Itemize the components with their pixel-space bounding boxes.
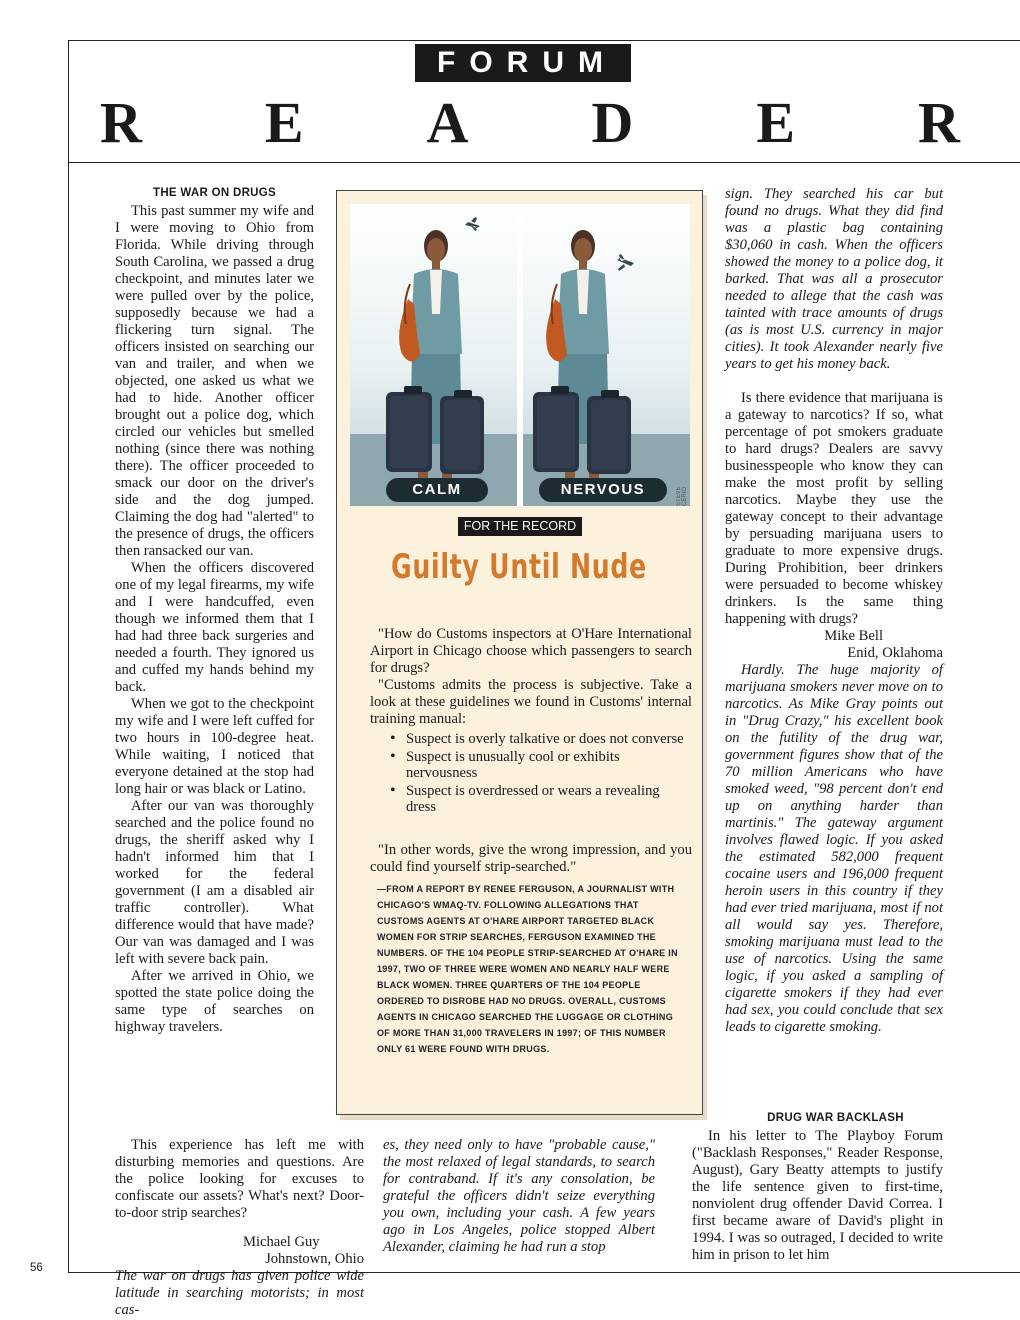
letter2-signature-place: Enid, Oklahoma — [847, 645, 943, 661]
letter1-paragraph: After our van was thoroughly searched and the police found no drugs, the sheriff asked why I hadn't informed him that I worked for the federal government (I am a disabled air traffic controller). What difference would that have made? Our van was damaged and I was left with severe back pain. — [115, 798, 314, 967]
letter2-signature-name: Mike Bell — [824, 628, 883, 644]
reader-letter: R — [918, 90, 960, 155]
guideline-item: • Suspect is unusually cool or exhibits nervousness — [390, 749, 692, 781]
page-number: 56 — [30, 1262, 43, 1274]
letter1-response-end: sign. They searched his car but found no drugs. What they did find was a plastic bag containing $30,060 in cash. When the officers showed the money to a police dog, it barked. That was all a prosecutor needed to allege that the cash was tainted with trace amounts of drugs (as is most U.S. currency in major cities). It took Alexander nearly five years to get his money back. — [725, 186, 943, 372]
sidebar-intro — [370, 626, 692, 728]
sidebar-intro-paragraph: "Customs admits the process is subjective. Take a look at these guidelines we found in Customs' internal training manual: — [370, 677, 692, 727]
top-rule — [68, 40, 1020, 41]
header-rule — [68, 162, 1020, 163]
sidebar-closing — [370, 842, 692, 876]
letter1-paragraph: When the officers discovered one of my legal firearms, my wife and I were handcuffed, even though we informed them that I had had three back surgeries and needed a fourth. They ignored us and cuffed my hands behind my back. — [115, 560, 314, 695]
right-column — [725, 186, 943, 1036]
sidebar-intro-paragraph: "How do Customs inspectors at O'Hare International Airport in Chicago choose which passengers to search for drugs? — [370, 626, 692, 676]
reader-letter: A — [426, 90, 469, 155]
guidelines-list — [390, 731, 692, 817]
letter3-block — [692, 1110, 943, 1264]
calm-label: CALM — [386, 478, 488, 502]
for-the-record-kicker: FOR THE RECORD — [458, 517, 582, 536]
nervous-traveler-illustration — [523, 204, 690, 506]
letter1-column — [115, 185, 314, 1036]
nervous-label: NERVOUS — [539, 478, 667, 502]
reader-letter: E — [264, 90, 304, 155]
letter1-paragraph: When we got to the checkpoint my wife and I were left cuffed for two hours in 100-degree heat. While waiting, I noticed that everyone detained at the stop had long hair or was black or Latino. — [115, 696, 314, 797]
left-rule — [68, 40, 69, 1272]
forum-banner: FORUM — [415, 44, 631, 82]
letter2-response: Hardly. The huge majority of marijuana smokers never move on to narcotics. As Mike Gray points out in "Drug Crazy," his excellent book on the futility of the drug war, government figures show that of the 70 million Americans who have smoked weed, "98 percent don't end up on anything harder than martinis." The gateway argument involves flawed logic. If you asked the estimated 582,000 frequent cocaine users and 196,000 frequent heroin users in this country if they had ever tried marijuana, most if not all would say yes. Therefore, smoking marijuana must lead to the use of narcotics. Using the same logic, if you asked a sampling of cigarette smokers if they had ever had sex, you could conclude that sex leads to cigarette smoking. — [725, 662, 943, 1035]
letter1-signature-name: Michael Guy — [243, 1234, 320, 1250]
guideline-item: • Suspect is overdressed or wears a revealing dress — [390, 783, 692, 815]
nervous-panel — [523, 204, 690, 506]
reader-letter: D — [591, 90, 634, 155]
illustration — [350, 204, 690, 506]
for-the-record-sidebar — [336, 190, 703, 1115]
letter1-response-start: The war on drugs has given police wide latitude in searching motorists; in most cas- — [115, 1268, 364, 1318]
reader-title — [100, 90, 960, 156]
reader-letter: R — [100, 90, 142, 155]
letter1-paragraph: After we arrived in Ohio, we spotted the state police doing the same type of searches on highway travelers. — [115, 968, 314, 1035]
letter1-paragraph: This experience has left me with disturbing memories and questions. Are the police looking for excuses to confiscate our assets? What's next? Door-to-door strip searches? — [115, 1137, 364, 1221]
sidebar-attribution: —FROM A REPORT BY RENEE FERGUSON, A JOURNALIST WITH CHICAGO'S WMAQ-TV. FOLLOWING ALLEGATIONS THAT CUSTOMS AGENTS AT O'HARE AIRPORT TARGETED BLACK WOMEN FOR STRIP SEARCHES, FERGUSON EXAMINED THE NUMBERS. OF THE 104 PEOPLE STRIP-SEARCHED AT O'HARE IN 1997, TWO OF THREE WERE WOMEN AND NEARLY HALF WERE BLACK WOMEN. THREE QUARTERS OF THE 104 PEOPLE ORDERED TO DISROBE HAD NO DRUGS. OVERALL, CUSTOMS AGENTS IN CHICAGO SEARCHED THE LUGGAGE OR CLOTHING OF MORE THAN 31,000 TRAVELERS IN 1997; OF THIS NUMBER ONLY 61 WERE FOUND WITH DRUGS. — [377, 884, 678, 1054]
letter3-heading: DRUG WAR BACKLASH — [767, 1112, 904, 1124]
letter1-paragraph: This past summer my wife and I were moving to Ohio from Florida. While driving through South Carolina, we passed a drug checkpoint, and minutes later we were pulled over by the police, supposedly because we had a flickering turn signal. The officers insisted on searching our van and trailer, and when we objected, one asked us what we had to hide. Another officer brought out a police dog, which circled our vehicles but smelled nothing (since there was nothing there). The officer proceeded to smack our door on the driver's side and the dog jumped. Claiming the dog had "alerted" to the presence of drugs, the officers then ransacked our van. — [115, 203, 314, 559]
letter1-column-lower — [115, 1137, 364, 1319]
sidebar-closing-paragraph: "In other words, give the wrong impression, and you could find yourself strip-searched." — [370, 842, 692, 875]
letter2-paragraph: Is there evidence that marijuana is a gateway to narcotics? If so, what percentage of pot smokers graduate to hard drugs? Dealers are savvy businesspeople who know they can make the most profit by selling narcotics. Maybe they use the gateway concept to their advantage by persuading marijuana users to graduate to more expensive drugs. During Prohibition, beer drinkers were persuaded to become whiskey drinkers. Is the same thing happening with drugs? — [725, 390, 943, 627]
guideline-item: • Suspect is overly talkative or does not converse — [390, 731, 692, 747]
letter3-paragraph: In his letter to The Playboy Forum ("Backlash Responses," Reader Response, August), Gary Beatty attempts to justify the life sentence given to first-time, nonviolent drug offender David Correa. I first became aware of David's plight in 1994. I was so outraged, I decided to write him in prison to let him — [692, 1128, 943, 1263]
calm-traveler-illustration — [350, 204, 517, 506]
sidebar-title: Guilty Until Nude — [390, 547, 647, 587]
letter1-response-middle: es, they need only to have "probable cause," the most relaxed of legal standards, to search for contraband. If it's any consolation, be grateful the officers didn't seize everything you own, including your cash. A few years ago in Los Angeles, police stopped Albert Alexander, claiming he had run a stop — [383, 1137, 655, 1255]
letter1-signature-place: Johnstown, Ohio — [265, 1251, 364, 1267]
calm-panel — [350, 204, 517, 506]
art-credit: STEVE CERIO — [676, 486, 688, 506]
reader-letter: E — [756, 90, 796, 155]
letter1-response-continued — [383, 1137, 655, 1256]
letter1-heading: THE WAR ON DRUGS — [153, 187, 276, 199]
